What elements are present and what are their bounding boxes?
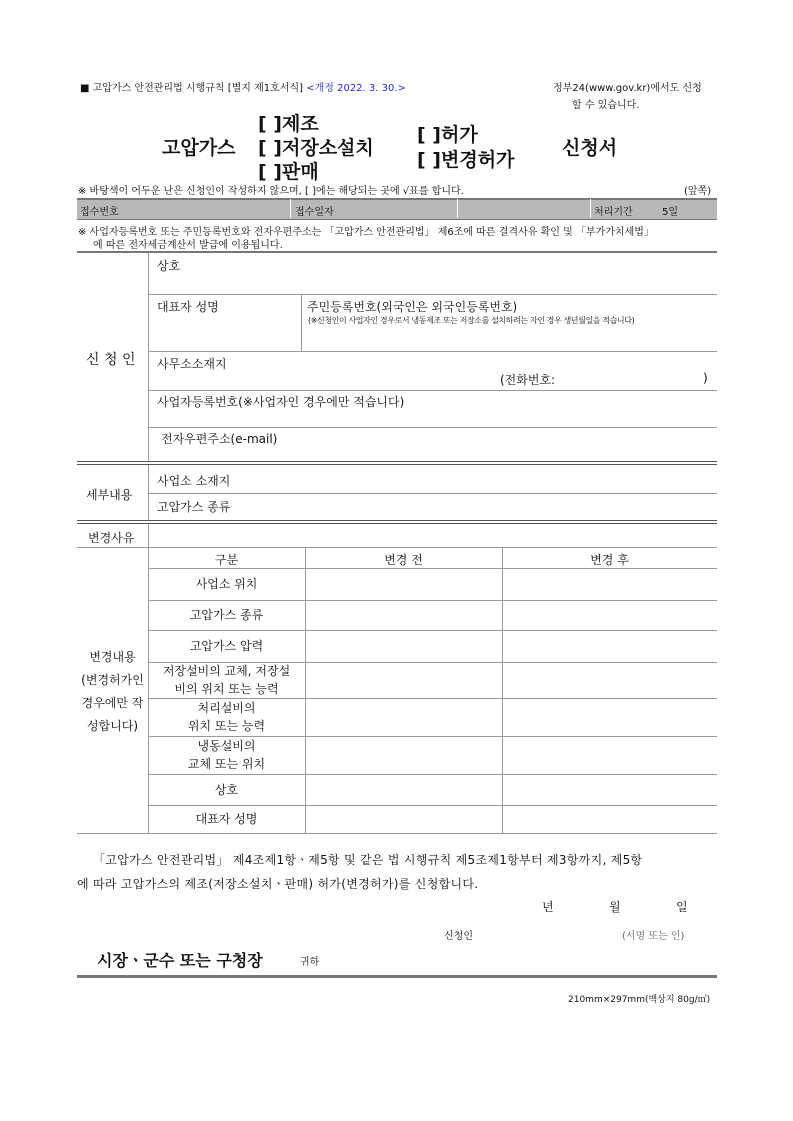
online-note: 정부24(www.gov.kr)에서도 신청	[553, 83, 702, 94]
signature-field[interactable]: (서명 또는 인)	[622, 931, 685, 942]
change-section: 변경내용 (변경허가인 경우에만 작 성합니다)	[81, 650, 144, 733]
option-change-permit[interactable]: [ ]변경허가	[417, 149, 515, 171]
col-type: 구분	[214, 553, 239, 567]
change-reason-label: 변경사유	[88, 531, 135, 545]
brn-field[interactable]: 사업자등록번호(※사업자인 경우에만 적습니다)	[157, 395, 405, 409]
change-before-cell[interactable]	[305, 736, 502, 774]
change-row-label: 저장설비의 교체, 저장설 비의 위치 또는 능력	[162, 664, 291, 696]
addressee-suffix: 귀하	[300, 957, 320, 968]
period-value: 5일	[662, 207, 679, 218]
applicant-section: 신 청 인	[86, 352, 136, 368]
change-row-label: 대표자 성명	[195, 812, 258, 826]
change-after-cell[interactable]	[502, 630, 717, 662]
option-permit[interactable]: [ ]허가	[417, 124, 478, 146]
change-before-cell[interactable]	[305, 600, 502, 630]
option-manufacture[interactable]: [ ]제조	[258, 113, 319, 135]
change-row-label: 상호	[214, 782, 239, 797]
rep-name-field[interactable]: 대표자 성명	[157, 300, 219, 314]
change-row-label: 처리설비의 위치 또는 능력	[187, 701, 266, 733]
signer-label: 신청인	[444, 931, 473, 942]
option-storage[interactable]: [ ]저장소설치	[258, 137, 374, 159]
details-section: 세부내용	[86, 488, 133, 502]
privacy-note: ※ 사업자등록번호 또는 주민등록번호와 전자우편주소는 「고압가스 안전관리법」 제6조에 따른 결격사유 확인 및 「부가가치세법」	[78, 227, 654, 238]
company-field[interactable]: 상호	[157, 259, 181, 273]
change-row-label: 사업소 위치	[195, 577, 258, 591]
change-before-cell[interactable]	[305, 568, 502, 600]
privacy-note-2: 에 따른 전자세금계산서 발급에 이용됩니다.	[93, 240, 283, 251]
statement-2: 에 따라 고압가스의 제조(저장소설치ㆍ판매) 허가(변경허가)를 신청합니다.	[77, 877, 479, 891]
date-year[interactable]: 년	[542, 900, 554, 914]
change-row-label: 고압가스 압력	[189, 639, 264, 653]
phone-field[interactable]: (전화번호:	[500, 373, 556, 387]
change-after-cell[interactable]	[502, 805, 717, 833]
receipt-date-label: 접수일자	[295, 207, 334, 218]
site-field[interactable]: 사업소 소재지	[157, 474, 231, 488]
gas-type-field[interactable]: 고압가스 종류	[157, 500, 231, 514]
email-field[interactable]: 전자우편주소(e-mail)	[161, 432, 278, 446]
paper-spec: 210mm×297mm(백상지 80g/㎡)	[568, 995, 711, 1005]
title-prefix: 고압가스	[162, 137, 236, 159]
receipt-number-label: 접수번호	[80, 207, 119, 218]
addressee: 시장ㆍ군수 또는 구청장	[97, 951, 263, 970]
note-shaded: ※ 바탕색이 어두운 난은 신청인이 작성하지 않으며, [ ]에는 해당되는 곳에 √표를 합니다.	[78, 186, 464, 197]
change-after-cell[interactable]	[502, 736, 717, 774]
form-reference: ■ 고압가스 안전관리법 시행규칙 [별지 제1호서식] <개정 2022. 3. 30.>	[80, 83, 406, 94]
rrn-field[interactable]: 주민등록번호(외국인은 외국인등록번호)	[307, 300, 518, 314]
date-month[interactable]: 월	[609, 900, 621, 914]
change-row-label: 냉동설비의 교체 또는 위치	[187, 739, 266, 771]
change-before-cell[interactable]	[305, 805, 502, 833]
change-before-cell[interactable]	[305, 662, 502, 698]
change-after-cell[interactable]	[502, 698, 717, 736]
date-day[interactable]: 일	[676, 900, 688, 914]
change-before-cell[interactable]	[305, 630, 502, 662]
change-after-cell[interactable]	[502, 568, 717, 600]
period-label: 처리기간	[594, 207, 633, 218]
office-field[interactable]: 사무소소재지	[157, 357, 227, 371]
phone-close: )	[703, 371, 708, 385]
col-before: 변경 전	[384, 553, 423, 567]
change-after-cell[interactable]	[502, 774, 717, 805]
rrn-note: (※신청인이 사업자인 경우로서 냉동제조 또는 저장소를 설치하려는 자인 경우 생년월일을 적습니다)	[308, 316, 635, 325]
change-after-cell[interactable]	[502, 662, 717, 698]
online-note-2: 할 수 있습니다.	[572, 100, 640, 111]
title-suffix: 신청서	[562, 137, 618, 159]
page-side: (앞쪽)	[684, 186, 712, 197]
change-after-cell[interactable]	[502, 600, 717, 630]
change-row-label: 고압가스 종류	[189, 608, 264, 622]
option-sales[interactable]: [ ]판매	[258, 161, 319, 183]
change-before-cell[interactable]	[305, 774, 502, 805]
statement: 「고압가스 안전관리법」 제4조제1항ㆍ제5항 및 같은 법 시행규칙 제5조제1항부터 제3항까지, 제5항	[93, 853, 643, 867]
change-before-cell[interactable]	[305, 698, 502, 736]
col-after: 변경 후	[590, 553, 629, 567]
